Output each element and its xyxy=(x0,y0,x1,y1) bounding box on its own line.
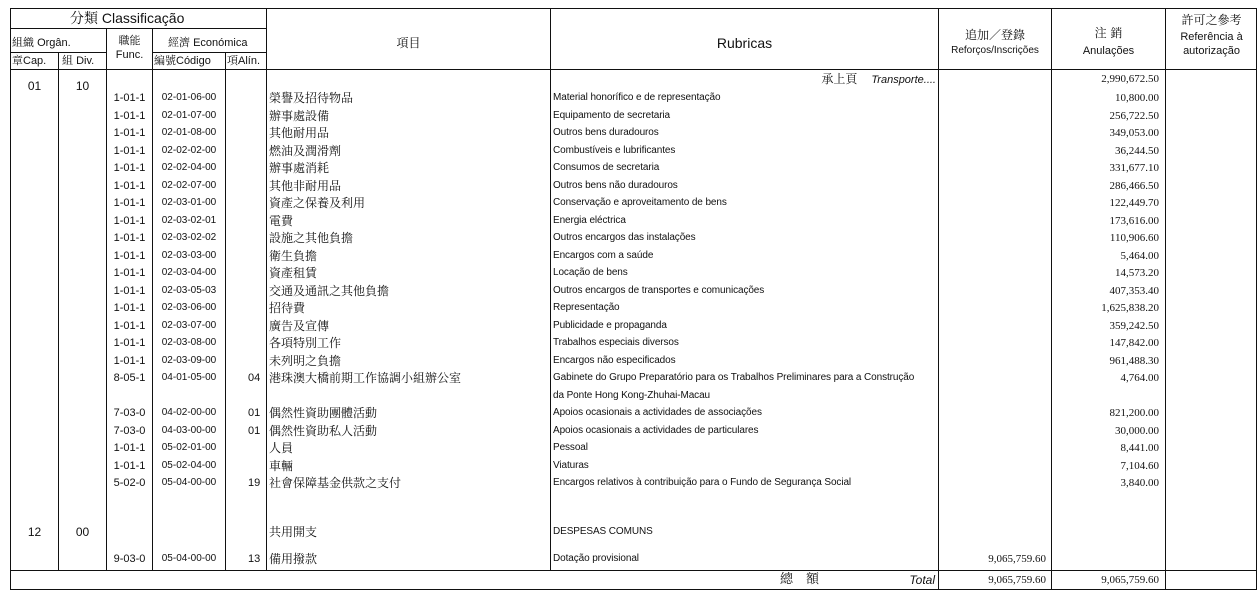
row-func: 1-01-1 xyxy=(113,232,146,245)
total-anul: 9,065,759.60 xyxy=(1101,574,1159,586)
row-item-zh: 電費 xyxy=(269,213,294,228)
header-organ-zh: 組織 xyxy=(12,37,34,49)
row-rubrica: Material honorífico e de representação xyxy=(553,92,721,103)
row-func: 1-01-1 xyxy=(113,267,146,280)
row-code: 02-03-03-00 xyxy=(161,249,217,261)
row-item-zh: 未列明之負擔 xyxy=(269,353,342,368)
row-rubrica: Outros bens não duradouros xyxy=(553,179,678,191)
row-code: 02-03-02-01 xyxy=(161,214,217,226)
header-ref-zh: 許可之參考 xyxy=(1181,13,1242,27)
header-alin-pt: Alín. xyxy=(238,55,261,67)
header-code xyxy=(154,54,226,68)
row-rubrica: Pessoal xyxy=(553,442,588,454)
provisional-pt: Dotação provisional xyxy=(553,553,639,564)
header-div-pt: Div. xyxy=(76,55,95,67)
row-alin: 01 xyxy=(248,424,261,437)
header-anul-zh: 注 銷 xyxy=(1094,26,1123,40)
header-ref-pt2: autorização xyxy=(1183,45,1240,57)
row-item-zh: 招待費 xyxy=(269,301,306,316)
header-func-pt: Func. xyxy=(115,49,144,61)
row-func: 1-01-1 xyxy=(113,144,146,157)
row-anulacoes: 36,244.50 xyxy=(1115,144,1159,157)
row-rubrica: Locação de bens xyxy=(553,267,628,279)
group1-div: 10 xyxy=(75,79,90,93)
row-func: 1-01-1 xyxy=(113,354,146,367)
row-rubrica: Outros encargos das instalações xyxy=(553,232,696,244)
row-anulacoes: 14,573.20 xyxy=(1115,267,1159,280)
transport-value: 2,990,672.50 xyxy=(1101,73,1159,85)
row-func: 1-01-1 xyxy=(113,179,146,192)
row-code: 02-03-02-02 xyxy=(161,232,217,244)
group2-cap: 12 xyxy=(27,525,42,539)
row-item-zh: 辦事處設備 xyxy=(269,108,330,123)
header-classification xyxy=(70,11,270,25)
row-anulacoes: 359,242.50 xyxy=(1109,319,1159,332)
row-func: 7-03-0 xyxy=(113,424,146,437)
header-classification-zh: 分類 xyxy=(70,10,98,26)
row-anulacoes: 331,677.10 xyxy=(1109,162,1159,175)
row-code: 02-01-08-00 xyxy=(161,127,217,139)
row-func: 1-01-1 xyxy=(113,302,146,315)
row-rubrica: Equipamento de secretaria xyxy=(553,109,671,121)
header-econ xyxy=(168,36,266,50)
row-anulacoes: 4,764.00 xyxy=(1120,372,1159,385)
row-alin: 19 xyxy=(248,477,261,490)
row-code: 04-02-00-00 xyxy=(161,407,217,419)
header-code-zh: 編號 xyxy=(154,55,176,67)
row-item-zh: 廣告及宣傳 xyxy=(269,318,330,333)
row-code: 05-02-01-00 xyxy=(161,442,217,454)
row-item-zh: 人員 xyxy=(269,441,294,456)
transport-label xyxy=(770,72,936,87)
row-func: 1-01-1 xyxy=(113,214,146,227)
row-rubrica: Consumos de secretaria xyxy=(553,162,660,174)
row-item-zh: 設施之其他負擔 xyxy=(269,231,354,246)
header-cap-pt: Cap. xyxy=(23,55,47,67)
row-rubrica: Conservação e aproveitamento de bens xyxy=(553,197,727,209)
row-anulacoes: 7,104.60 xyxy=(1120,459,1159,472)
row-code: 02-02-02-00 xyxy=(161,144,217,156)
header-reforcos-zh: 追加／登錄 xyxy=(964,28,1025,42)
header-div-zh: 組 xyxy=(62,55,73,67)
row-code: 04-01-05-00 xyxy=(161,372,217,384)
row-rubrica: Viaturas xyxy=(553,459,589,471)
row-item-zh: 港珠澳大橋前期工作協調小組辦公室 xyxy=(269,371,462,386)
header-alin xyxy=(227,54,267,68)
row-anulacoes: 110,906.60 xyxy=(1109,232,1159,245)
row-item-zh: 交通及通訊之其他負擔 xyxy=(269,283,390,298)
header-organ xyxy=(12,36,104,50)
row-alin: 01 xyxy=(248,407,261,420)
row-code: 02-03-01-00 xyxy=(161,197,217,209)
row-rubrica: Representação xyxy=(553,302,620,314)
row-anulacoes: 8,441.00 xyxy=(1120,442,1159,455)
row-code: 02-03-09-00 xyxy=(161,354,217,366)
row-item-zh: 其他耐用品 xyxy=(269,126,330,141)
row-item-zh: 車輛 xyxy=(269,458,294,473)
header-func-zh: 職能 xyxy=(118,35,141,47)
row-rubrica: Combustíveis e lubrificantes xyxy=(553,144,676,156)
row-item-zh: 偶然性資助團體活動 xyxy=(269,406,378,421)
total-reforcos: 9,065,759.60 xyxy=(988,574,1046,586)
provisional-zh: 備用撥款 xyxy=(269,552,318,566)
row-code: 02-03-05-03 xyxy=(161,284,217,296)
header-div xyxy=(62,54,106,68)
row-func: 1-01-1 xyxy=(113,197,146,210)
header-classification-pt: Classificação xyxy=(101,10,185,26)
row-func: 1-01-1 xyxy=(113,109,146,122)
header-reforcos-pt: Reforços/Inscrições xyxy=(951,45,1039,56)
row-func: 1-01-1 xyxy=(113,249,146,262)
transport-pt: Transporte.... xyxy=(871,74,936,86)
row-code: 02-03-04-00 xyxy=(161,267,217,279)
row-anulacoes: 256,722.50 xyxy=(1109,109,1159,122)
header-econ-zh: 經濟 xyxy=(168,37,190,49)
row-func: 1-01-1 xyxy=(113,319,146,332)
row-rubrica: Trabalhos especiais diversos xyxy=(553,337,679,349)
header-alin-zh: 項 xyxy=(227,55,238,67)
row-anulacoes: 147,842.00 xyxy=(1109,337,1159,350)
row-code: 02-03-06-00 xyxy=(161,302,217,314)
budget-page xyxy=(10,8,1257,590)
row-anulacoes: 821,200.00 xyxy=(1109,407,1159,420)
row-item-zh: 其他非耐用品 xyxy=(269,178,342,193)
row-alin: 04 xyxy=(248,372,261,385)
row-anulacoes: 407,353.40 xyxy=(1109,284,1159,297)
transport-zh: 承上頁 xyxy=(821,72,858,86)
row-item-zh: 各項特別工作 xyxy=(269,336,342,351)
row-rubrica: Encargos não especificados xyxy=(553,354,676,366)
row-rubrica: Outros bens duradouros xyxy=(553,127,659,139)
row-item-zh: 榮譽及招待物品 xyxy=(269,91,354,105)
row-rubrica: Encargos com a saúde xyxy=(553,249,654,261)
row-anulacoes: 286,466.50 xyxy=(1109,179,1159,192)
row-func: 1-01-1 xyxy=(113,162,146,175)
header-code-pt: Código xyxy=(176,55,211,67)
row-func: 1-01-1 xyxy=(113,92,146,104)
row-rubrica: Apoios ocasionais a actividades de associações xyxy=(553,407,762,419)
row-rubrica: Energia eléctrica xyxy=(553,214,626,226)
group2-div: 00 xyxy=(75,525,90,539)
header-cap-zh: 章 xyxy=(12,55,23,67)
header-ref-pt1: Referência à xyxy=(1180,31,1243,43)
provisional-code: 05-04-00-00 xyxy=(161,553,217,564)
row-anulacoes: 122,449.70 xyxy=(1109,197,1159,210)
header-cap xyxy=(12,54,58,68)
header-organ-pt: Orgân. xyxy=(37,37,71,49)
row-rubrica: da Ponte Hong Kong-Zhuhai-Macau xyxy=(553,389,711,401)
header-anul-pt: Anulações xyxy=(1082,45,1135,57)
row-rubrica: Gabinete do Grupo Preparatório para os Trabalhos Preliminares para a Construção xyxy=(553,372,915,384)
row-anulacoes: 349,053.00 xyxy=(1109,127,1159,140)
row-func: 1-01-1 xyxy=(113,337,146,350)
row-rubrica: Encargos relativos à contribuição para o Fundo de Segurança Social xyxy=(553,477,852,489)
row-item-zh: 資產租賃 xyxy=(269,266,318,281)
row-item-zh: 偶然性資助私人活動 xyxy=(269,423,378,438)
provisional-reforcos: 9,065,759.60 xyxy=(988,553,1046,565)
provisional-func: 9-03-0 xyxy=(113,553,146,565)
group2-zh: 共用開支 xyxy=(269,525,318,539)
provisional-alin: 13 xyxy=(248,553,261,565)
row-anulacoes: 3,840.00 xyxy=(1120,477,1159,490)
row-anulacoes: 5,464.00 xyxy=(1120,249,1159,262)
row-item-zh: 衛生負擔 xyxy=(269,248,318,263)
row-code: 05-02-04-00 xyxy=(161,459,217,471)
row-anulacoes: 10,800.00 xyxy=(1115,92,1159,104)
row-func: 1-01-1 xyxy=(113,459,146,472)
row-func: 1-01-1 xyxy=(113,127,146,140)
row-code: 05-04-00-00 xyxy=(161,477,217,489)
row-func: 8-05-1 xyxy=(113,372,146,385)
row-anulacoes: 173,616.00 xyxy=(1109,214,1159,227)
row-code: 02-03-07-00 xyxy=(161,319,217,331)
row-item-zh: 社會保障基金供款之支付 xyxy=(269,476,402,491)
row-code: 02-03-08-00 xyxy=(161,337,217,349)
group1-cap: 01 xyxy=(27,79,42,93)
row-rubrica: Publicidade e propaganda xyxy=(553,319,667,331)
total-zh: 總 額 xyxy=(780,572,820,587)
row-anulacoes: 1,625,838.20 xyxy=(1101,302,1159,315)
row-code: 04-03-00-00 xyxy=(161,424,217,436)
row-code: 02-01-07-00 xyxy=(161,109,217,121)
header-rubricas: Rubricas xyxy=(716,35,773,51)
row-item-zh: 燃油及潤滑劑 xyxy=(269,143,342,158)
row-code: 02-01-06-00 xyxy=(161,92,217,103)
row-code: 02-02-07-00 xyxy=(161,179,217,191)
header-econ-pt: Económica xyxy=(193,37,248,49)
row-item-zh: 辦事處消耗 xyxy=(269,161,330,176)
total-pt: Total xyxy=(909,573,935,587)
row-func: 1-01-1 xyxy=(113,442,146,455)
row-anulacoes: 30,000.00 xyxy=(1115,424,1159,437)
row-item-zh: 資產之保養及利用 xyxy=(269,196,366,211)
row-func: 7-03-0 xyxy=(113,407,146,420)
row-rubrica: Apoios ocasionais a actividades de particulares xyxy=(553,424,759,436)
row-func: 5-02-0 xyxy=(113,477,146,490)
row-rubrica: Outros encargos de transportes e comunicações xyxy=(553,284,765,296)
header-item-zh: 項目 xyxy=(396,36,421,50)
group2-pt: DESPESAS COMUNS xyxy=(553,526,653,537)
row-func: 1-01-1 xyxy=(113,284,146,297)
row-anulacoes: 961,488.30 xyxy=(1109,354,1159,367)
row-code: 02-02-04-00 xyxy=(161,162,217,174)
